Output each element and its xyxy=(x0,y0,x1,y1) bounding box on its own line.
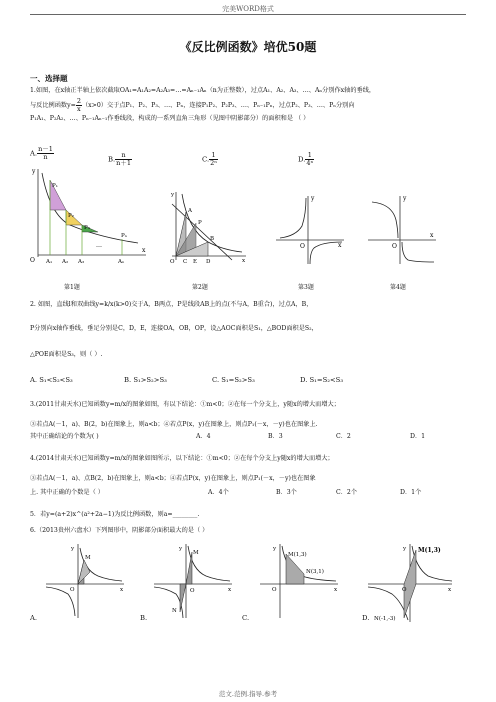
header-rule xyxy=(30,14,466,15)
fig3-x-label: x xyxy=(338,242,342,249)
svg-text:M(1,3): M(1,3) xyxy=(288,552,307,558)
svg-text:O: O xyxy=(402,587,407,593)
q3-option-c: C．2 xyxy=(336,433,351,440)
svg-text:N(-1,-3): N(-1,-3) xyxy=(374,616,396,622)
svg-text:O: O xyxy=(190,588,195,594)
fig2-d: D xyxy=(206,259,211,265)
svg-text:y: y xyxy=(71,546,75,552)
figure-1 xyxy=(28,165,150,265)
q1-fraction: $\frac{2}{x}$ xyxy=(76,97,81,113)
q2-line1: 2. 如图，直线l和双曲线y=k/x(k>0)交于A，B两点，P是线段AB上的点(不与A，B重合)，过点A，B， xyxy=(30,301,313,308)
fig2-x-label: x xyxy=(242,258,246,264)
q6-option-d: D. xyxy=(362,614,370,622)
q1-option-a: A. $\frac{n-1}{n}$ xyxy=(30,145,53,161)
fig1-y-label: y xyxy=(32,168,36,175)
fig4-origin: O xyxy=(392,243,397,250)
fig1-x-label: x xyxy=(142,247,146,254)
q6-text: 6.（2013贵州六盘水）下列图形中，阴影部分面积最大的是（ ） xyxy=(30,527,209,534)
q1-line2 xyxy=(30,98,355,113)
q6-figure-b xyxy=(152,540,234,620)
q3-option-a: A．4 xyxy=(196,433,211,440)
svg-text:y: y xyxy=(179,546,183,552)
q2-option-c: C. S₁=S₂>S₃ xyxy=(212,376,255,384)
q6-figure-d xyxy=(366,540,454,624)
fig2-b: B xyxy=(210,236,215,242)
fig1-p2: P₂ xyxy=(68,213,74,219)
fig2-y-label: y xyxy=(171,192,175,198)
svg-text:M: M xyxy=(85,555,91,561)
svg-text:N(3,1): N(3,1) xyxy=(306,569,324,575)
fig2-a: A xyxy=(188,208,192,214)
fig3-y-label: y xyxy=(311,195,315,202)
q1-line2-a: 与反比例函数y= xyxy=(30,102,76,109)
q2-option-b: B. S₁>S₂>S₃ xyxy=(124,376,167,384)
svg-text:x: x xyxy=(334,587,338,593)
fig1-p1: P₁ xyxy=(52,183,58,189)
fig4-y-label: y xyxy=(403,195,407,202)
q1-line2-b: （x>0）交于点P₁、P₂、P₃、…、Pₙ，连接P₁P₂、P₂P₃、…、Pₙ₋₁Pₙ，过点P₂、P₃、…、Pₙ分别向 xyxy=(81,102,355,109)
caption-3: 第3题 xyxy=(298,284,314,291)
fig4-x-label: x xyxy=(430,232,434,239)
q6-figure-c xyxy=(258,540,340,620)
q6-option-b: B. xyxy=(140,614,148,622)
q3-line1: 3.(2011甘肃天水)已知函数y=m/x的图象如图，有以下结论：①m<0；②在每一个分支上，y随x的增大而增大； xyxy=(30,401,340,408)
figure-3 xyxy=(272,190,352,266)
figure-4 xyxy=(364,190,444,266)
caption-4: 第4题 xyxy=(390,284,406,291)
fig3-origin: O xyxy=(300,243,305,250)
fig1-origin: O xyxy=(30,257,35,264)
q6-figure-a xyxy=(44,540,126,620)
fig1-an: Aₙ xyxy=(118,259,125,265)
svg-text:N: N xyxy=(172,608,177,614)
fig1-a1: A₁ xyxy=(46,259,53,265)
svg-text:y: y xyxy=(273,546,277,552)
svg-text:y: y xyxy=(403,546,407,552)
fig1-p3: P₃ xyxy=(84,225,90,231)
q2-option-a: A. S₁<S₂<S₃ xyxy=(30,376,73,384)
q1-option-d: D. $\frac{1}{\text{4ⁿ}}$ xyxy=(298,151,314,167)
caption-1: 第1题 xyxy=(64,284,80,291)
q3-option-b: B．3 xyxy=(268,433,283,440)
q3-option-d: D．1 xyxy=(410,433,426,440)
q6-option-c: C. xyxy=(242,614,250,622)
q1-line3: P₁A₁、P₂A₂、…、Pₙ₋₁Aₙ₋₁作垂线段，构成的一系列直角三角形（见图中阴影部分）的面积和是 （ ） xyxy=(30,115,310,122)
page-header: 完美WORD格式 xyxy=(222,5,274,13)
q3-line2: ③若点A(－1，a)、B(2，b)在图象上，则a<b；④若点P(x，y)在图象上，则点P₁(－x，－y)也在图象上. xyxy=(30,421,318,428)
q4-option-d: D．1个 xyxy=(400,489,422,496)
svg-text:x: x xyxy=(120,587,124,593)
fig2-e: E xyxy=(193,259,198,265)
q2-option-d: D. S₁=S₂<S₃ xyxy=(300,376,344,384)
q2-line2: P分别向x轴作垂线，垂足分别是C，D，E，连接OA，OB，OP，设△AOC面积是S₁，△BOD面积是S₂， xyxy=(30,325,318,332)
caption-2: 第2题 xyxy=(192,284,208,291)
fig1-pn: Pₙ xyxy=(121,233,128,239)
svg-text:O: O xyxy=(272,587,277,593)
q4-option-b: B．3个 xyxy=(276,489,297,496)
q4-option-c: C．2个 xyxy=(336,489,358,496)
fig1-a3: A₃ xyxy=(78,259,85,265)
q4-line3: 上. 其中正确的个数是（ ） xyxy=(30,489,104,496)
svg-text:O: O xyxy=(70,587,75,593)
q4-line1: 4.(2014甘肃天水)已知函数y=m/x的图象如图所示，以下结论：①m<0；②在每个分支上y随x的增大而增大； xyxy=(30,455,334,462)
q1-option-b: B. $\frac{n}{n+1}$ xyxy=(108,151,131,167)
figure-2 xyxy=(168,190,248,266)
svg-text:x: x xyxy=(228,587,232,593)
q6-option-a: A. xyxy=(30,614,38,622)
svg-text:x: x xyxy=(448,587,452,593)
fig2-p: P xyxy=(198,220,202,226)
page-title: 《反比例函数》培优50题 xyxy=(179,40,317,54)
fig2-origin: O xyxy=(170,259,175,265)
svg-text:M: M xyxy=(193,550,199,556)
q4-line2: ③若点A(－1，a)、点B(2，b)在图象上，则a<b；④若点P(x，y)在图象上，则点P₁(－x，－y)也在图象 xyxy=(30,475,316,482)
page-footer: 范文.范例.指导.参考 xyxy=(218,690,278,698)
section-heading: 一、选择题 xyxy=(30,74,68,83)
q1-line1: 1.如图，在x轴正半轴上依次截取OA₁=A₁A₂=A₂A₃=…=Aₙ₋₁Aₙ（n为正整数），过点A₁、A₂、A₃、…、Aₙ分别作x轴的垂线， xyxy=(30,87,376,94)
q2-line3: △POE面积是S₃，则（ ）. xyxy=(30,351,103,358)
q4-option-a: A．4个 xyxy=(208,489,229,496)
q3-line3: 其中正确结论的个数为( ) xyxy=(30,433,99,440)
fig1-a2: A₂ xyxy=(62,259,69,265)
q5-text: 5．若y=(a+2)x^(a²+2a−1)为反比例函数，则a=________. xyxy=(30,511,200,518)
svg-text:M(1,3): M(1,3) xyxy=(418,547,441,554)
fig2-c: C xyxy=(183,259,188,265)
fig1-ellipsis: … xyxy=(96,242,102,249)
q1-option-c: C. $\frac{1}{\text{2ⁿ}}$ xyxy=(202,151,218,167)
